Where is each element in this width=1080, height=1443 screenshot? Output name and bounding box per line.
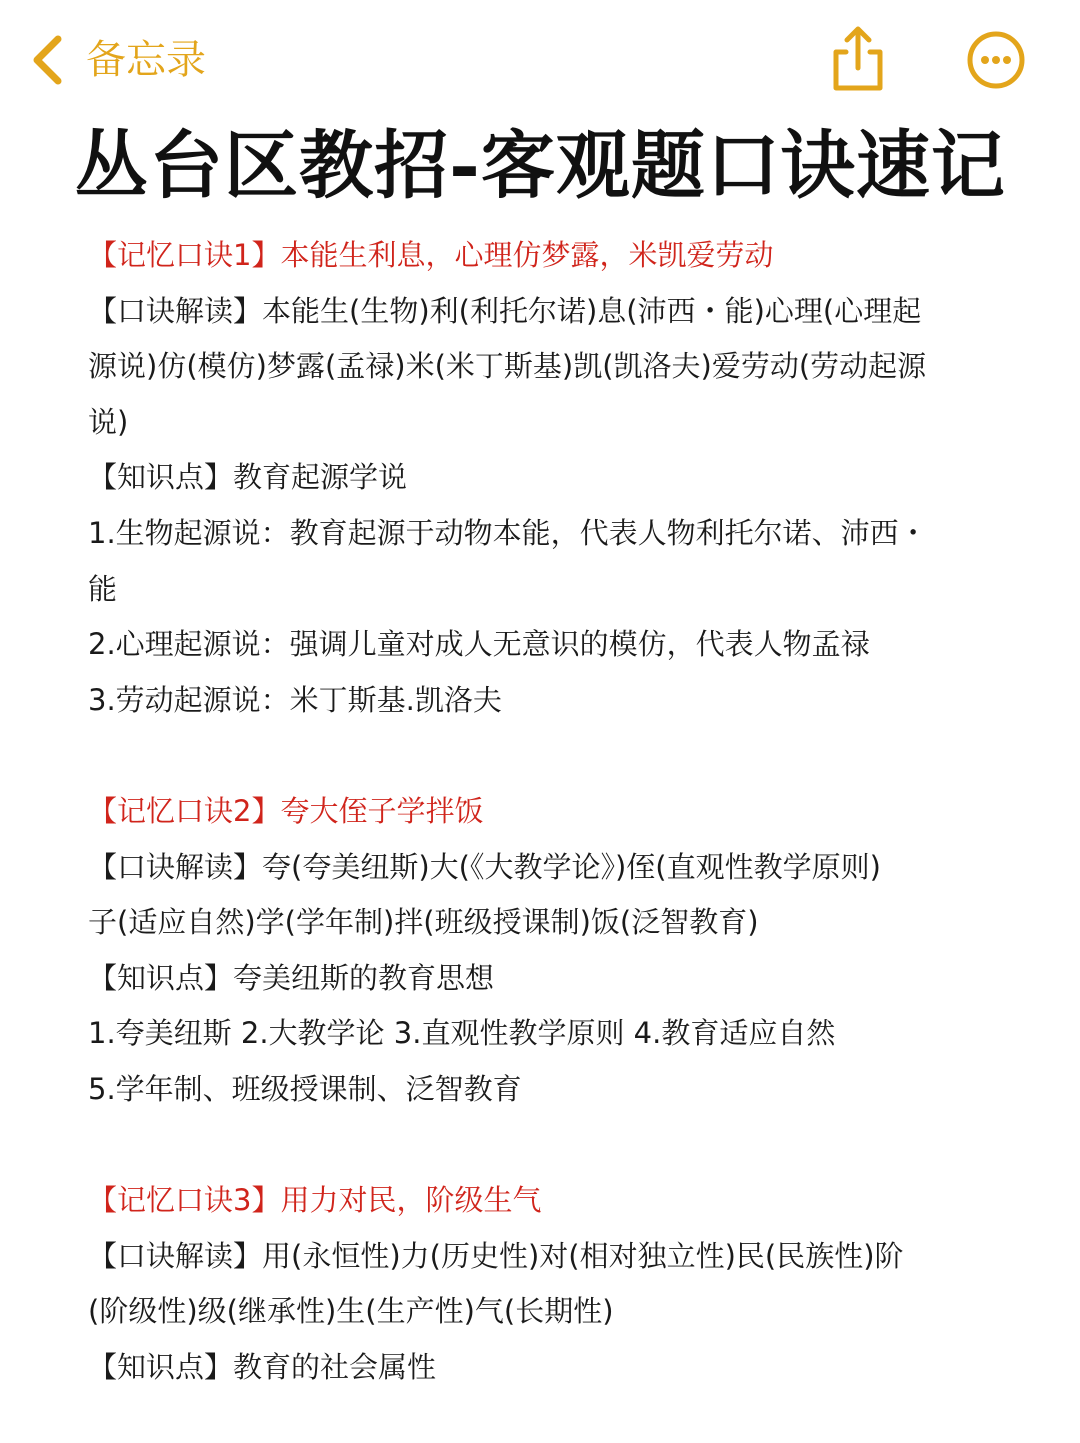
point-line: 3.劳动起源说：米丁斯基.凯洛夫 bbox=[88, 682, 502, 717]
back-label: 备忘录 bbox=[86, 37, 206, 83]
section-heading: 【记忆口诀3】用力对民，阶级生气 bbox=[88, 1183, 542, 1218]
point-line: 2.心理起源说：强调儿童对成人无意识的模仿，代表人物孟禄 bbox=[88, 627, 870, 662]
share-icon bbox=[826, 79, 890, 98]
point-line: 能 bbox=[88, 571, 118, 606]
section-heading: 【记忆口诀1】本能生利息，心理仿梦露，米凯爱劳动 bbox=[88, 238, 774, 272]
chevron-left-icon bbox=[30, 34, 64, 86]
point-line: 1.夸美纽斯 2.大教学论 3.直观性教学原则 4.教育适应自然 bbox=[88, 1016, 836, 1051]
section-heading: 【记忆口诀2】夸大侄子学拌饭 bbox=[88, 793, 484, 828]
interpretation-line: 说) bbox=[88, 404, 129, 439]
note-body bbox=[88, 228, 998, 1395]
knowledge-point: 【知识点】教育起源学说 bbox=[88, 460, 408, 495]
knowledge-point: 【知识点】教育的社会属性 bbox=[88, 1349, 437, 1384]
interpretation-line: 【口诀解读】用(永恒性)力(历史性)对(相对独立性)民(民族性)阶 bbox=[88, 1238, 904, 1273]
back-button[interactable] bbox=[30, 30, 206, 90]
point-line: 5.学年制、班级授课制、泛智教育 bbox=[88, 1071, 522, 1106]
share-button[interactable] bbox=[826, 24, 890, 94]
spacer bbox=[88, 1118, 998, 1174]
interpretation-line: 子(适应自然)学(学年制)拌(班级授课制)饭(泛智教育) bbox=[88, 905, 759, 940]
note-title: 丛台区教招-客观题口诀速记 bbox=[74, 123, 1006, 209]
nav-bar bbox=[0, 0, 1080, 120]
interpretation-line: 【口诀解读】夸(夸美纽斯)大(《大教学论》)侄(直观性教学原则) bbox=[88, 849, 881, 884]
more-button[interactable] bbox=[966, 30, 1026, 90]
more-icon bbox=[966, 75, 1026, 94]
knowledge-point: 【知识点】夸美纽斯的教育思想 bbox=[88, 960, 495, 995]
interpretation-line: (阶级性)级(继承性)生(生产性)气(长期性) bbox=[88, 1294, 614, 1329]
point-line: 1.生物起源说：教育起源于动物本能，代表人物利托尔诺、沛西・ bbox=[88, 515, 928, 550]
interpretation-line: 【口诀解读】本能生(生物)利(利托尔诺)息(沛西・能)心理(心理起 bbox=[88, 293, 922, 328]
spacer bbox=[88, 728, 998, 784]
interpretation-line: 源说)仿(模仿)梦露(孟禄)米(米丁斯基)凯(凯洛夫)爱劳动(劳动起源 bbox=[88, 349, 927, 384]
